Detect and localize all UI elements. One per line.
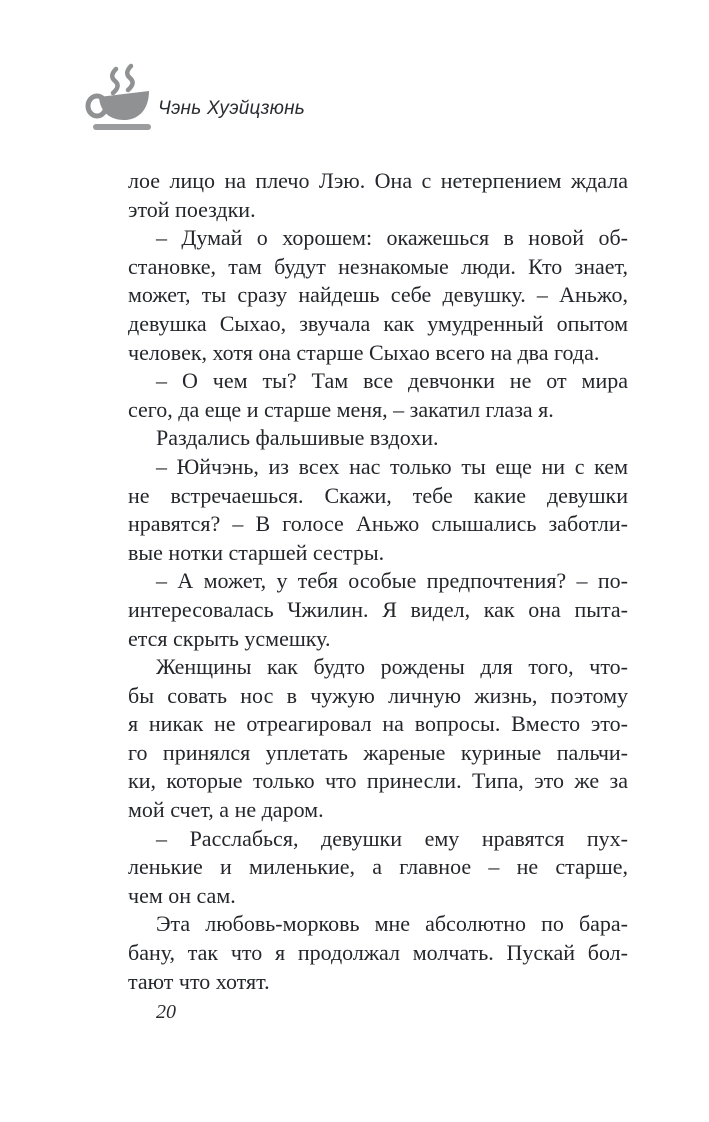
- text-line: – А может, у тебя особые предпочтения? – по-: [156, 568, 628, 594]
- text-line: сего, да еще и старше меня, – закатил глаза я.: [128, 396, 554, 422]
- coffee-cup-icon: [85, 62, 153, 134]
- text-line: человек, хотя она старше Сыхао всего на два года.: [128, 339, 600, 365]
- text-line: чем он сам.: [128, 882, 236, 908]
- text-line: девушка Сыхао, звучала как умудренный опытом: [128, 310, 628, 336]
- text-line: бы совать нос в чужую личную жизнь, поэтому: [128, 682, 628, 708]
- text-line: интересовалась Чжилин. Я видел, как она пыта-: [128, 596, 628, 622]
- text-line: может, ты сразу найдешь себе девушку. – Аньжо,: [128, 282, 628, 308]
- text-line: вые нотки старшей сестры.: [128, 539, 385, 565]
- text-line: не встречаешься. Скажи, тебе какие девушки: [128, 482, 628, 508]
- text-line: – Думай о хорошем: окажешься в новой об-: [156, 225, 628, 251]
- author-name: Чэнь Хуэйцзюнь: [158, 98, 305, 119]
- text-line: – Юйчэнь, из всех нас только ты еще ни с кем: [156, 453, 628, 479]
- text-line: бану, так что я продолжал молчать. Пускай бол-: [128, 940, 628, 966]
- text-line: мой счет, а не даром.: [128, 797, 324, 823]
- text-line: тают что хотят.: [128, 968, 270, 994]
- text-block: [128, 167, 628, 996]
- text-line: нравятся? – В голосе Аньжо слышались заботли-: [128, 511, 628, 537]
- text-line: – Расслабься, девушки ему нравятся пух-: [156, 825, 628, 851]
- text-line: ки, которые только что принесли. Типа, это же за: [128, 768, 628, 794]
- text-line: этой поездки.: [128, 196, 256, 222]
- text-line: становке, там будут незнакомые люди. Кто знает,: [128, 253, 628, 279]
- text-line: – О чем ты? Там все девчонки не от мира: [156, 368, 628, 394]
- text-line: лое лицо на плечо Лэю. Она с нетерпением ждала: [128, 168, 628, 193]
- page-number: 20: [156, 1001, 176, 1023]
- text-line: Раздались фальшивые вздохи.: [156, 425, 439, 451]
- text-line: Эта любовь-морковь мне абсолютно по бара-: [156, 911, 628, 937]
- text-line: го принялся уплетать жареные куриные пальчи-: [128, 739, 628, 765]
- text-line: Женщины как будто рождены для того, что-: [156, 654, 628, 680]
- text-line: я никак не отреагировал на вопросы. Вместо это-: [128, 711, 628, 737]
- text-line: ется скрыть усмешку.: [128, 625, 331, 651]
- text-line: ленькие и миленькие, а главное – не старше,: [128, 854, 628, 880]
